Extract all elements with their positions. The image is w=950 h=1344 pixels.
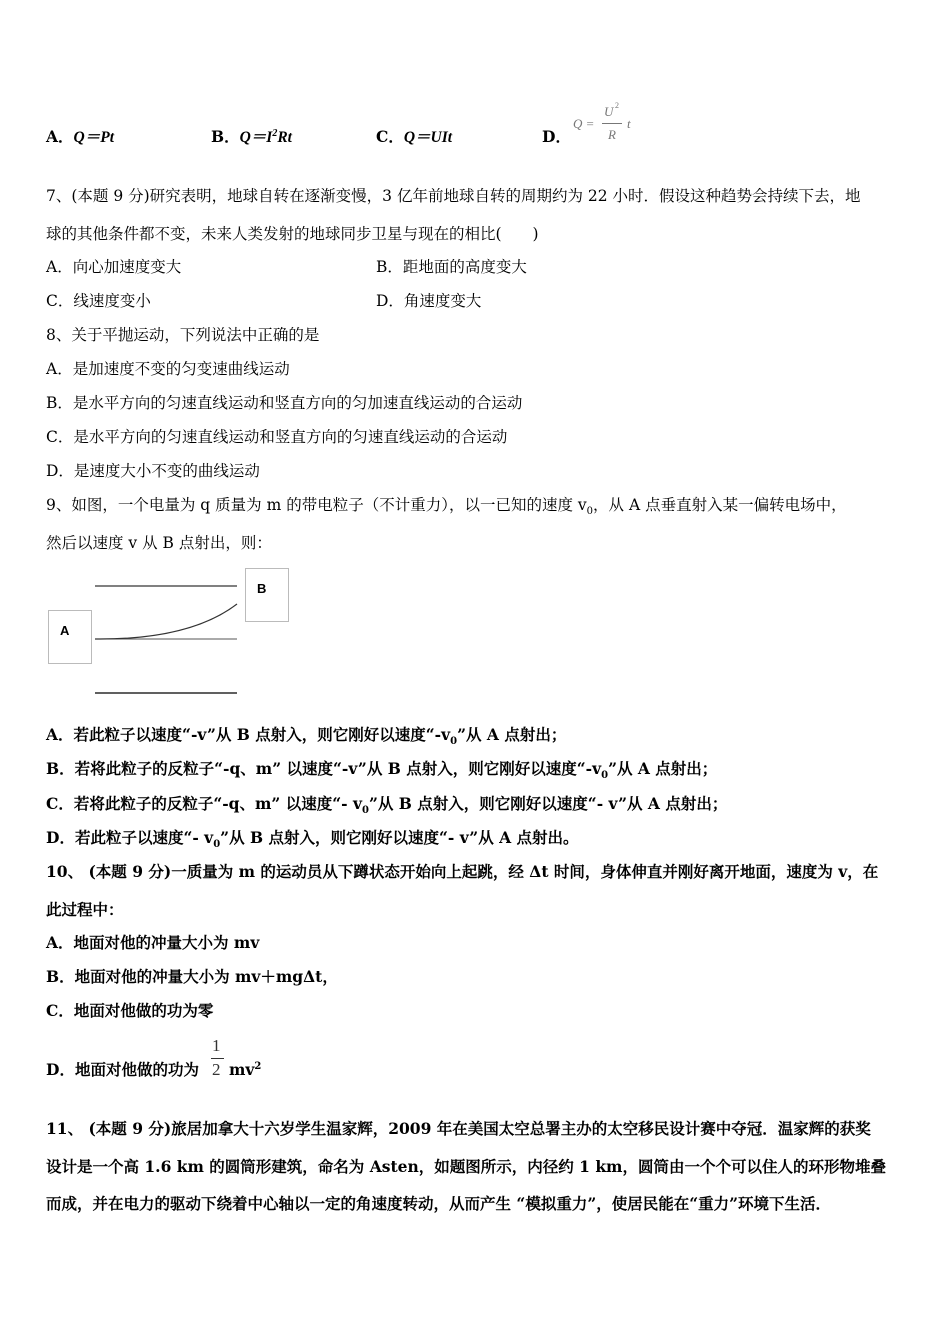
q9-option-c-sub: 0	[362, 805, 369, 817]
q6-option-a	[46, 127, 114, 148]
point-a-box	[48, 610, 92, 664]
q10-option-b: B．地面对他的冲量大小为 mv＋mgΔt，	[46, 967, 338, 986]
formula-sup: 2	[615, 101, 619, 110]
point-b-label: B	[257, 581, 267, 596]
q9-option-a-sub: 0	[450, 736, 458, 748]
q10-option-a: A．地面对他的冲量大小为 mv	[46, 933, 260, 952]
q7-option-a: A．向心加速度变大	[46, 258, 182, 276]
formula-t: t	[627, 116, 631, 131]
q6-option-b-expr-post: Rt	[277, 129, 292, 146]
q11-stem-line1: 11、 (本题 9 分)旅居加拿大十六岁学生温家辉，2009 年在美国太空总署主办的太空移民设计赛中夺冠．温家辉的获奖	[46, 1119, 871, 1138]
q9-option-b	[46, 759, 718, 782]
q9-line1-sub: 0	[586, 506, 594, 518]
q6-option-b-expr-pre: Q＝I	[239, 129, 273, 146]
q6-option-b-sup: 2	[272, 127, 278, 139]
q9-option-b-pre: B．若将此粒子的反粒子“-q、m” 以速度“-v”从 B 点射入，则它刚好以速度“-v	[46, 759, 602, 778]
q7-option-b: B．距地面的高度变大	[376, 258, 527, 276]
point-a-label: A	[60, 623, 70, 638]
q9-line1-pre: 9、如图，一个电量为 q 质量为 m 的带电粒子（不计重力），以一已知的速度 v	[46, 496, 587, 514]
q9-line1-post: ，从 A 点垂直射入某一偏转电场中，	[593, 496, 847, 514]
q6-option-a-label: A．	[46, 127, 74, 146]
q6-option-b	[211, 127, 292, 148]
q9-option-d-pre: D．若此粒子以速度“- v	[46, 828, 214, 847]
q9-stem-line1	[46, 495, 847, 518]
q8-option-a: A．是加速度不变的匀变速曲线运动	[46, 360, 290, 378]
q6-option-c-label: C．	[376, 127, 404, 146]
q9-option-a	[46, 725, 567, 748]
fraction-bar	[211, 1058, 224, 1059]
q9-stem-line2: 然后以速度 v 从 B 点射出，则：	[46, 534, 272, 552]
q11-stem-line2: 设计是一个高 1.6 km 的圆筒形建筑，命名为 Asten，如题图所示，内径约 1 km，圆筒由一个个可以住人的环形物堆叠	[46, 1157, 886, 1176]
q10-option-d-sup: 2	[254, 1060, 262, 1072]
q11-stem-line3: 而成，并在电力的驱动下绕着中心轴以一定的角速度转动，从而产生 “模拟重力”，使居民能在“重力”环境下生活．	[46, 1194, 832, 1213]
q6-option-a-expr: Q＝Pt	[73, 129, 114, 146]
q9-figure	[40, 560, 310, 710]
q10-option-d-tail	[229, 1060, 261, 1080]
q9-option-c-pre: C．若将此粒子的反粒子“-q、m” 以速度“- v	[46, 794, 362, 813]
q8-option-c: C．是水平方向的匀速直线运动和竖直方向的匀速直线运动的合运动	[46, 428, 508, 446]
q8-option-d: D．是速度大小不变的曲线运动	[46, 462, 260, 480]
q9-option-c-post: ”从 B 点射入，则它刚好以速度“- v”从 A 点射出；	[368, 794, 728, 813]
q9-option-b-sub: 0	[601, 770, 609, 782]
q7-stem-line2: 球的其他条件都不变，未来人类发射的地球同步卫星与现在的相比( )	[46, 225, 539, 243]
q8-option-b: B．是水平方向的匀速直线运动和竖直方向的匀加速直线运动的合运动	[46, 394, 523, 412]
q10-option-d-pre: D．地面对他做的功为	[46, 1060, 199, 1079]
q9-option-d	[46, 828, 579, 851]
q9-option-d-sub: 0	[213, 839, 221, 851]
q10-option-d-fraction	[210, 1036, 226, 1082]
q6-option-d	[542, 127, 571, 147]
q9-option-d-post: ”从 B 点射入，则它刚好以速度“- v”从 A 点射出。	[220, 828, 579, 847]
formula-den: R	[608, 127, 616, 142]
q10-stem-line2: 此过程中：	[46, 900, 124, 919]
formula-fraction-bar	[602, 123, 622, 124]
fraction-denominator: 2	[212, 1060, 221, 1079]
q9-option-a-post: ”从 A 点射出；	[457, 725, 567, 744]
q10-option-d-post: mv	[229, 1060, 255, 1079]
q7-stem-line1: 7、(本题 9 分)研究表明，地球自转在逐渐变慢，3 亿年前地球自转的周期约为 22 小时．假设这种趋势会持续下去，地	[46, 187, 861, 205]
q8-stem: 8、关于平抛运动，下列说法中正确的是	[46, 326, 320, 344]
particle-trajectory	[95, 604, 237, 639]
q10-option-d	[46, 1060, 199, 1080]
q9-option-b-post: ”从 A 点射出；	[608, 759, 718, 778]
q10-option-c: C．地面对他做的功为零	[46, 1001, 214, 1020]
q9-option-c	[46, 794, 728, 817]
formula-num: U	[604, 104, 614, 119]
q9-option-a-pre: A．若此粒子以速度“-v”从 B 点射入，则它刚好以速度“-v	[46, 725, 451, 744]
q6-option-b-label: B．	[211, 127, 240, 146]
q6-option-d-formula	[573, 101, 643, 146]
q7-option-c: C．线速度变小	[46, 292, 151, 310]
q7-option-d: D．角速度变大	[376, 292, 482, 310]
q6-option-d-label: D．	[542, 127, 571, 146]
formula-q: Q =	[573, 116, 595, 131]
point-b-box	[245, 568, 289, 622]
q6-option-c-expr: Q＝UIt	[403, 129, 453, 146]
q10-stem-line1: 10、 (本题 9 分)一质量为 m 的运动员从下蹲状态开始向上起跳，经 Δt 时间，身体伸直并刚好离开地面，速度为 v，在	[46, 862, 879, 881]
q6-option-c	[376, 127, 452, 148]
fraction-numerator: 1	[212, 1036, 221, 1055]
